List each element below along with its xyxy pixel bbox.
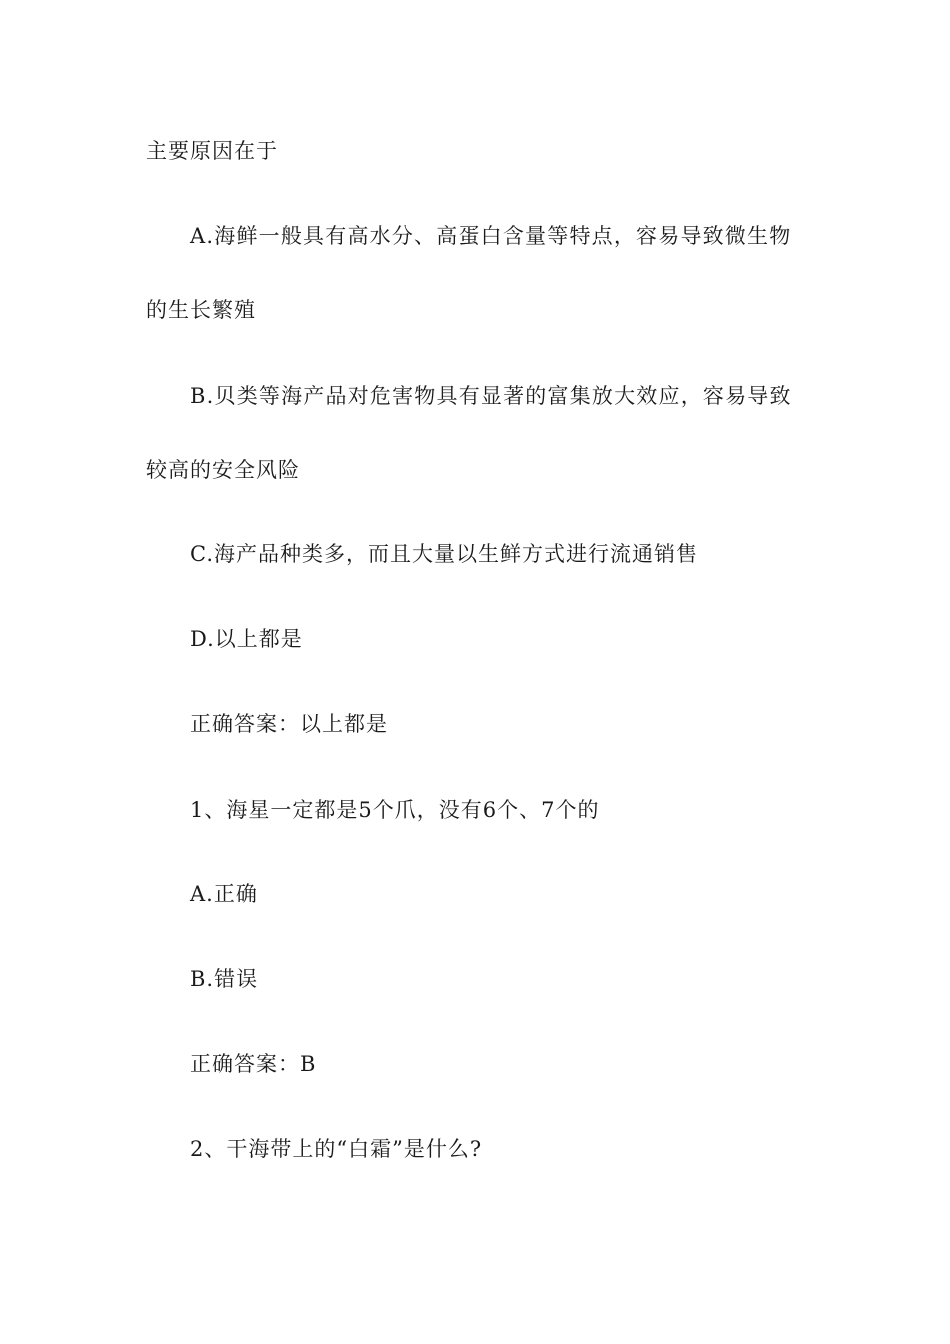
- option-a-continuation: 的生长繁殖: [146, 298, 256, 322]
- option-c: C.海产品种类多，而且大量以生鲜方式进行流通销售: [190, 542, 698, 566]
- option-d: D.以上都是: [190, 627, 303, 651]
- option-b: B.贝类等海产品对危害物具有显著的富集放大效应，容易导致: [190, 384, 792, 408]
- question-1: 1、海星一定都是5个爪，没有6个、7个的: [190, 798, 600, 822]
- question-2: 2、干海带上的“白霜”是什么?: [190, 1137, 483, 1161]
- question-1-option-a: A.正确: [190, 882, 258, 906]
- question-1-correct-answer: 正确答案：B: [190, 1052, 317, 1076]
- question-1-option-b: B.错误: [190, 967, 259, 991]
- option-a: A.海鲜一般具有高水分、高蛋白含量等特点，容易导致微生物: [190, 224, 792, 248]
- question-stem-continuation: 主要原因在于: [146, 139, 278, 163]
- correct-answer: 正确答案：以上都是: [190, 712, 388, 736]
- option-b-continuation: 较高的安全风险: [146, 458, 300, 482]
